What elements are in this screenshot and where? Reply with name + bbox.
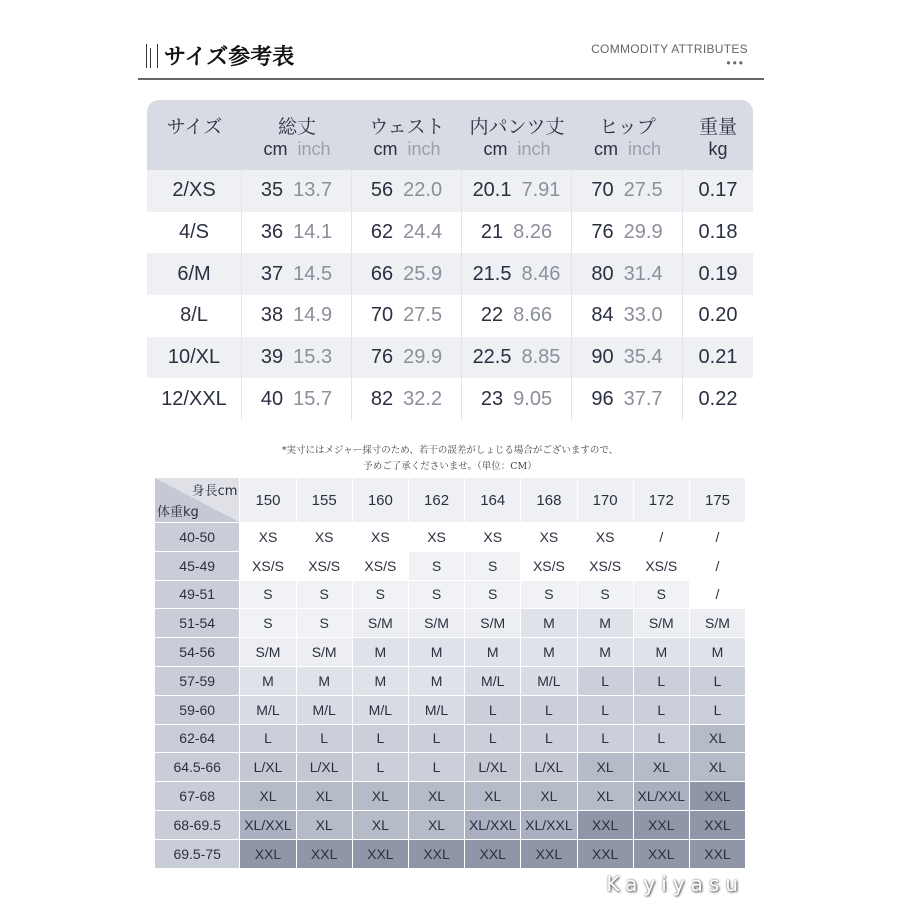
size-cell: XL [464,782,520,810]
column-label: 重量 [698,116,737,138]
value-cm: 36 [260,221,284,244]
size-cell: L [633,696,689,724]
value-cm: 70 [370,304,394,327]
size-cell: S [520,581,576,609]
table-cell [572,378,683,420]
page-title [146,40,294,71]
table-cell [462,378,572,420]
value-inch: 14.1 [293,221,333,244]
height-header: 168 [520,478,576,522]
value-cm: 66 [370,262,394,285]
size-label: 12/XXL [161,387,227,410]
chart-row [155,839,745,868]
unit-inch: inch [407,139,441,159]
table-cell [242,295,352,337]
height-header: 162 [408,478,464,522]
value-inch: 33.0 [623,304,663,327]
table-cell [572,337,683,379]
size-cell: S [408,552,464,580]
size-cell: XXL [689,811,745,839]
value-inch: 15.3 [293,346,333,369]
table-cell [352,253,462,295]
size-cell: S/M [239,638,295,666]
value-inch: 32.2 [403,387,443,410]
size-cell: M [520,609,576,637]
size-cell: XL [577,753,633,781]
size-label: 8/L [180,304,208,327]
column-header [462,100,572,170]
size-cell: XL/XXL [464,811,520,839]
size-cell: XXL [633,811,689,839]
value-inch: 37.7 [623,387,663,410]
size-cell: XL [239,782,295,810]
size-cell: M [296,667,352,695]
table-cell [352,170,462,212]
size-cell: S/M [689,609,745,637]
size-cell: XS/S [633,552,689,580]
value-cm: 84 [591,304,614,327]
size-cell: XS [408,523,464,551]
size-cell: XXL [296,840,352,868]
size-cell: L [239,725,295,753]
value-cm: 20.1 [472,179,512,202]
weight-cell: 45-49 [155,552,239,580]
size-cell: M [520,638,576,666]
table-row [147,212,753,254]
column-label: 内パンツ丈 [469,116,565,138]
size-cell: S [633,581,689,609]
table-cell [147,253,242,295]
size-cell: L [520,696,576,724]
size-cell: XS/S [239,552,295,580]
value-cm: 35 [260,179,284,202]
value-cm: 39 [260,346,284,369]
size-cell: L [633,667,689,695]
size-cell: XS [520,523,576,551]
chart-row [155,608,745,637]
value-inch: 14.9 [293,304,333,327]
size-cell: XL [296,811,352,839]
unit-cm: cm [483,139,508,159]
size-cell: XS [239,523,295,551]
table-cell [462,212,572,254]
value-cm: 80 [591,262,614,285]
chart-row [155,781,745,810]
value-inch: 24.4 [403,221,443,244]
size-cell: S [352,581,408,609]
size-cell: S [296,609,352,637]
table-row [147,337,753,379]
size-cell: S [239,581,295,609]
commodity-attributes-label: COMMODITY ATTRIBUTES [591,42,748,56]
height-header: 170 [577,478,633,522]
value-cm: 22 [480,304,504,327]
size-cell: M [408,638,464,666]
value-cm: 62 [370,221,394,244]
size-cell: XL [689,753,745,781]
size-cell: L [296,725,352,753]
value-cm: 56 [370,179,394,202]
value-cm: 21 [480,221,504,244]
size-cell: XS/S [296,552,352,580]
table-cell [147,170,242,212]
size-cell: M [464,638,520,666]
value-inch: 9.05 [513,387,553,410]
size-cell: XL [577,782,633,810]
table-body [147,170,753,420]
chart-row [155,522,745,551]
size-cell: XXL [352,840,408,868]
size-cell: XXL [408,840,464,868]
chart-row [155,666,745,695]
chart-row [155,752,745,781]
column-header [147,100,242,170]
value-cm: 22.5 [472,346,512,369]
measurement-note [0,443,900,475]
table-cell [462,337,572,379]
column-units [572,138,683,160]
size-cell: M [408,667,464,695]
size-cell: S [577,581,633,609]
table-header [147,100,753,170]
value-cm: 76 [591,221,614,244]
table-cell [242,212,352,254]
watermark: Kayiyasu [606,872,744,896]
unit-inch: inch [297,139,331,159]
size-cell: L/XL [239,753,295,781]
column-header [242,100,352,170]
value-inch: 7.91 [521,179,561,202]
size-cell: XXL [464,840,520,868]
column-units [462,138,572,160]
height-header: 150 [239,478,295,522]
value-inch: 25.9 [403,262,443,285]
table-row [147,170,753,212]
note-line-1: *実寸にはメジャー採寸のため、若干の誤差がしょじる場合がございますので、 [281,445,619,456]
column-header [572,100,683,170]
chart-header [155,478,745,522]
value-inch: 29.9 [623,221,663,244]
weight-cell: 51-54 [155,609,239,637]
size-cell: M/L [464,667,520,695]
size-cell: XS [352,523,408,551]
size-cell: L [577,667,633,695]
chart-row [155,580,745,609]
value-cm: 0.20 [698,304,738,327]
size-cell: L [464,725,520,753]
size-cell: L [577,725,633,753]
size-cell: L [633,725,689,753]
size-cell: XL/XXL [520,811,576,839]
table-row [147,295,753,337]
table-cell [572,212,683,254]
chart-row [155,695,745,724]
corner-cell [155,478,239,522]
value-inch: 14.5 [293,262,333,285]
size-cell: XL [352,782,408,810]
size-cell: M [239,667,295,695]
table-cell [147,295,242,337]
height-header: 155 [296,478,352,522]
weight-cell: 49-51 [155,581,239,609]
note-line-2: 予めご了承くださいませ。（単位：CM） [363,461,537,472]
size-cell: M/L [520,667,576,695]
size-cell: M [577,638,633,666]
value-inch: 8.26 [513,221,553,244]
value-cm: 70 [591,179,614,202]
size-cell: XL [408,782,464,810]
weight-cell: 57-59 [155,667,239,695]
size-cell: XS [296,523,352,551]
size-cell: S [239,609,295,637]
column-label: ヒップ [599,116,656,138]
measurement-table [147,100,753,420]
column-label: サイズ [166,116,223,138]
weight-cell: 69.5-75 [155,840,239,868]
table-cell [352,337,462,379]
value-cm: 0.17 [698,179,738,202]
table-cell [242,253,352,295]
table-cell [683,378,753,420]
value-cm: 21.5 [472,262,512,285]
value-inch: 22.0 [403,179,443,202]
size-cell: L/XL [520,753,576,781]
table-cell [462,295,572,337]
size-cell: S/M [408,609,464,637]
table-cell [352,378,462,420]
size-cell: L [352,725,408,753]
value-cm: 23 [480,387,504,410]
size-cell: XXL [520,840,576,868]
value-cm: 96 [591,387,614,410]
unit-inch: inch [627,139,662,159]
value-cm: 37 [260,262,284,285]
size-cell: L/XL [296,753,352,781]
size-cell: L [352,753,408,781]
value-inch: 35.4 [623,346,663,369]
column-header [683,100,753,170]
table-row [147,253,753,295]
table-cell [352,295,462,337]
table-cell [683,212,753,254]
table-cell [462,170,572,212]
weight-cell: 64.5-66 [155,753,239,781]
value-cm: 0.19 [698,262,738,285]
divider [138,78,764,80]
value-inch: 31.4 [623,262,663,285]
table-cell [683,295,753,337]
weight-cell: 54-56 [155,638,239,666]
table-cell [242,337,352,379]
value-cm: 0.22 [698,387,738,410]
table-cell [352,212,462,254]
size-cell: M/L [239,696,295,724]
size-cell: M [633,638,689,666]
unit-cm: cm [263,139,288,159]
title-bars-icon [146,44,158,68]
weight-cell: 67-68 [155,782,239,810]
table-cell [572,170,683,212]
unit-cm: cm [593,139,618,159]
value-inch: 8.85 [521,346,561,369]
size-cell: S/M [296,638,352,666]
weight-cell: 68-69.5 [155,811,239,839]
size-cell: XL/XXL [239,811,295,839]
size-cell: L [408,725,464,753]
size-cell: XL [408,811,464,839]
size-cell: XXL [239,840,295,868]
value-cm: 40 [260,387,284,410]
value-inch: 8.66 [513,304,553,327]
table-cell [462,253,572,295]
unit-cm: kg [708,139,728,159]
size-cell: XS [577,523,633,551]
value-cm: 0.21 [698,346,738,369]
column-label: ウェスト [369,116,445,138]
table-cell [683,170,753,212]
size-cell: S [296,581,352,609]
chart-row [155,551,745,580]
value-cm: 76 [370,346,394,369]
size-cell: / [689,581,745,609]
column-units [683,138,753,160]
value-cm: 38 [260,304,284,327]
size-cell: S/M [352,609,408,637]
value-inch: 13.7 [293,179,333,202]
size-cell: XL [633,753,689,781]
table-cell [242,378,352,420]
table-cell [147,378,242,420]
table-cell [683,253,753,295]
table-cell [683,337,753,379]
size-cell: M [577,609,633,637]
size-label: 6/M [177,262,211,285]
title-text: サイズ参考表 [164,45,295,70]
weight-cell: 59-60 [155,696,239,724]
weight-label: 体重kg [157,505,199,520]
table-cell [147,337,242,379]
size-cell: XXL [689,782,745,810]
size-cell: XS/S [577,552,633,580]
height-header: 172 [633,478,689,522]
column-label: 総丈 [277,116,316,138]
value-inch: 27.5 [403,304,443,327]
table-cell [242,170,352,212]
value-inch: 29.9 [403,346,443,369]
size-cell: L [520,725,576,753]
height-header: 160 [352,478,408,522]
column-units [352,138,462,160]
unit-inch: inch [517,139,551,159]
chart-row [155,637,745,666]
height-header: 164 [464,478,520,522]
size-cell: M/L [296,696,352,724]
column-units [242,138,352,160]
size-cell: XL [689,725,745,753]
size-cell: M [352,638,408,666]
size-cell: / [633,523,689,551]
size-label: 2/XS [172,179,216,202]
column-header [352,100,462,170]
size-cell: M [352,667,408,695]
size-recommendation-chart [155,478,745,868]
value-inch: 15.7 [293,387,333,410]
height-label: 身長cm [191,484,238,499]
size-cell: S [464,552,520,580]
size-cell: L/XL [464,753,520,781]
height-header: 175 [689,478,745,522]
dots-icon: ••• [726,56,745,70]
size-cell: L [408,753,464,781]
size-cell: / [689,523,745,551]
size-cell: XS/S [352,552,408,580]
size-cell: XXL [577,840,633,868]
value-cm: 0.18 [698,221,738,244]
size-cell: L [577,696,633,724]
size-cell: XS [464,523,520,551]
weight-cell: 62-64 [155,725,239,753]
size-cell: XL [296,782,352,810]
size-cell: / [689,552,745,580]
size-cell: M/L [352,696,408,724]
table-row [147,378,753,420]
table-cell [572,253,683,295]
unit-cm: cm [373,139,398,159]
size-cell: XS/S [520,552,576,580]
value-cm: 82 [370,387,394,410]
size-cell: M/L [408,696,464,724]
value-inch: 27.5 [623,179,663,202]
size-cell: XL [352,811,408,839]
size-cell: XL/XXL [633,782,689,810]
value-inch: 8.46 [521,262,561,285]
weight-cell: 40-50 [155,523,239,551]
size-cell: M [689,638,745,666]
size-cell: XL [520,782,576,810]
size-cell: L [464,696,520,724]
chart-row [155,724,745,753]
size-cell: S [408,581,464,609]
size-cell: XXL [633,840,689,868]
size-cell: S/M [464,609,520,637]
size-cell: S [464,581,520,609]
size-label: 4/S [178,221,210,244]
size-cell: L [689,667,745,695]
table-cell [572,295,683,337]
size-cell: XXL [689,840,745,868]
size-cell: S/M [633,609,689,637]
size-cell: L [689,696,745,724]
size-label: 10/XL [167,346,221,369]
value-cm: 90 [591,346,614,369]
chart-row [155,810,745,839]
table-cell [147,212,242,254]
size-cell: XXL [577,811,633,839]
